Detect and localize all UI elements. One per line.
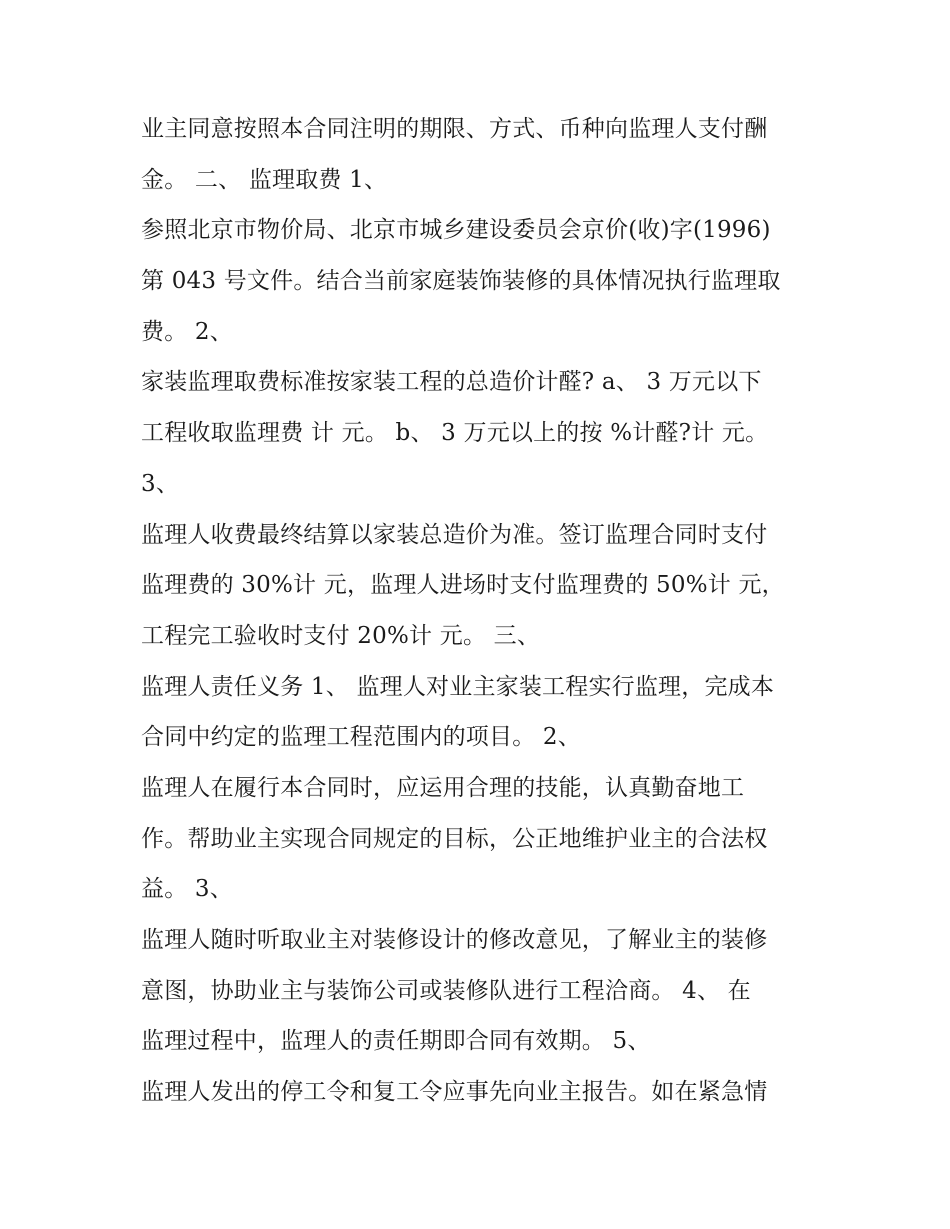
text-line: 监理人收费最终结算以家装总造价为准。签订监理合同时支付 [141, 521, 768, 548]
text-line: 业主同意按照本合同注明的期限、方式、币种向监理人支付酬 [141, 116, 768, 142]
text-line: 意图，协助业主与装饰公司或装修队进行工程洽商。 4、 在 [141, 977, 751, 1004]
text-line: 工程收取监理费 计 元。 b、 3 万元以上的按 %计醛?计 元。 [141, 420, 769, 447]
text-line: 监理过程中，监理人的责任期即合同有效期。 5、 [141, 1028, 651, 1055]
text-line: 监理人在履行本合同时，应运用合理的技能，认真勤奋地工 [141, 774, 745, 801]
text-line: 3、 [141, 470, 180, 497]
text-line: 参照北京市物价局、北京市城乡建设委员会京价(收)字(1996) [141, 217, 771, 244]
text-line: 监理人随时听取业主对装修设计的修改意见，了解业主的装修 [141, 927, 768, 953]
text-line: 作。帮助业主实现合同规定的目标，公正地维护业主的合法权 [141, 825, 768, 852]
text-line: 费。 2、 [141, 318, 233, 345]
text-line: 监理费的 30%计 元，监理人进场时支付监理费的 50%计 元， [141, 572, 785, 599]
text-line: 合同中约定的监理工程范围内的项目。 2、 [141, 724, 581, 751]
text-line: 益。 3、 [141, 876, 233, 903]
text-line: 家装监理取费标准按家装工程的总造价计醛? a、 3 万元以下 [141, 369, 762, 396]
text-line: 第 043 号文件。结合当前家庭装饰装修的具体情况执行监理取 [141, 268, 781, 295]
text-line: 金。 二、 监理取费 1、 [141, 166, 388, 193]
text-line: 监理人责任义务 1、 监理人对业主家装工程实行监理，完成本 [141, 673, 775, 700]
document-body [141, 104, 821, 1118]
text-line: 工程完工验收时支付 20%计 元。 三、 [141, 622, 541, 649]
text-line: 监理人发出的停工令和复工令应事先向业主报告。如在紧急情 [141, 1079, 768, 1106]
